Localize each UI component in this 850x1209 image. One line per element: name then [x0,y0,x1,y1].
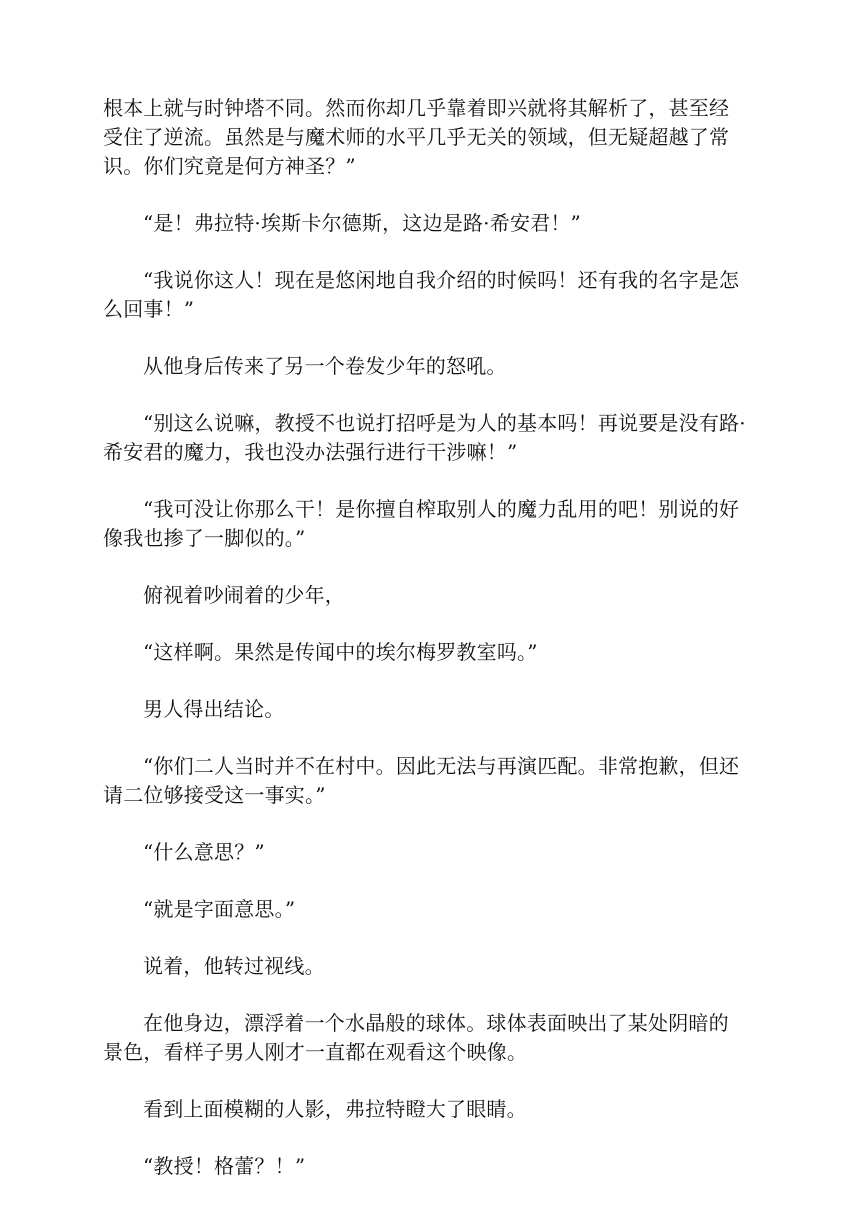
paragraph-10: “你们二人当时并不在村中。因此无法与再演匹配。非常抱歉，但还请二位够接受这一事实。” [103,754,740,807]
paragraph-1: 根本上就与时钟塔不同。然而你却几乎靠着即兴就将其解析了，甚至经受住了逆流。虽然是与魔术师的水平几乎无关的领域，但无疑超越了常识。你们究竟是何方神圣？” [103,96,730,178]
paragraph-11: “什么意思？” [143,840,265,864]
paragraph-8: “这样啊。果然是传闻中的埃尔梅罗教室吗。” [143,640,538,664]
paragraph-7: 俯视着吵闹着的少年， [143,583,345,607]
paragraph-16: “教授！格蕾？！” [143,1154,306,1178]
paragraph-5: “别这么说嘛，教授不也说打招呼是为人的基本吗！再说要是没有路·希安君的魔力，我也没办法强行进行干涉嘛！” [103,411,746,464]
paragraph-4: 从他身后传来了另一个卷发少年的怒吼。 [143,354,507,378]
paragraph-13: 说着，他转过视线。 [143,954,325,978]
paragraph-12: “就是字面意思。” [143,897,296,921]
paragraph-14: 在他身边，漂浮着一个水晶般的球体。球体表面映出了某处阴暗的景色，看样子男人刚才一直都在观看这个映像。 [103,1011,729,1064]
paragraph-6: “我可没让你那么干！是你擅自榨取别人的魔力乱用的吧！别说的好像我也掺了一脚似的。” [103,497,740,550]
document-page [103,94,747,1209]
paragraph-15: 看到上面模糊的人影，弗拉特瞪大了眼睛。 [143,1097,527,1121]
paragraph-3: “我说你这人！现在是悠闲地自我介绍的时候吗！还有我的名字是怎么回事！” [103,268,740,321]
paragraph-9: 男人得出结论。 [143,697,285,721]
paragraph-2: “是！弗拉特·埃斯卡尔德斯，这边是路·希安君！” [143,211,581,235]
